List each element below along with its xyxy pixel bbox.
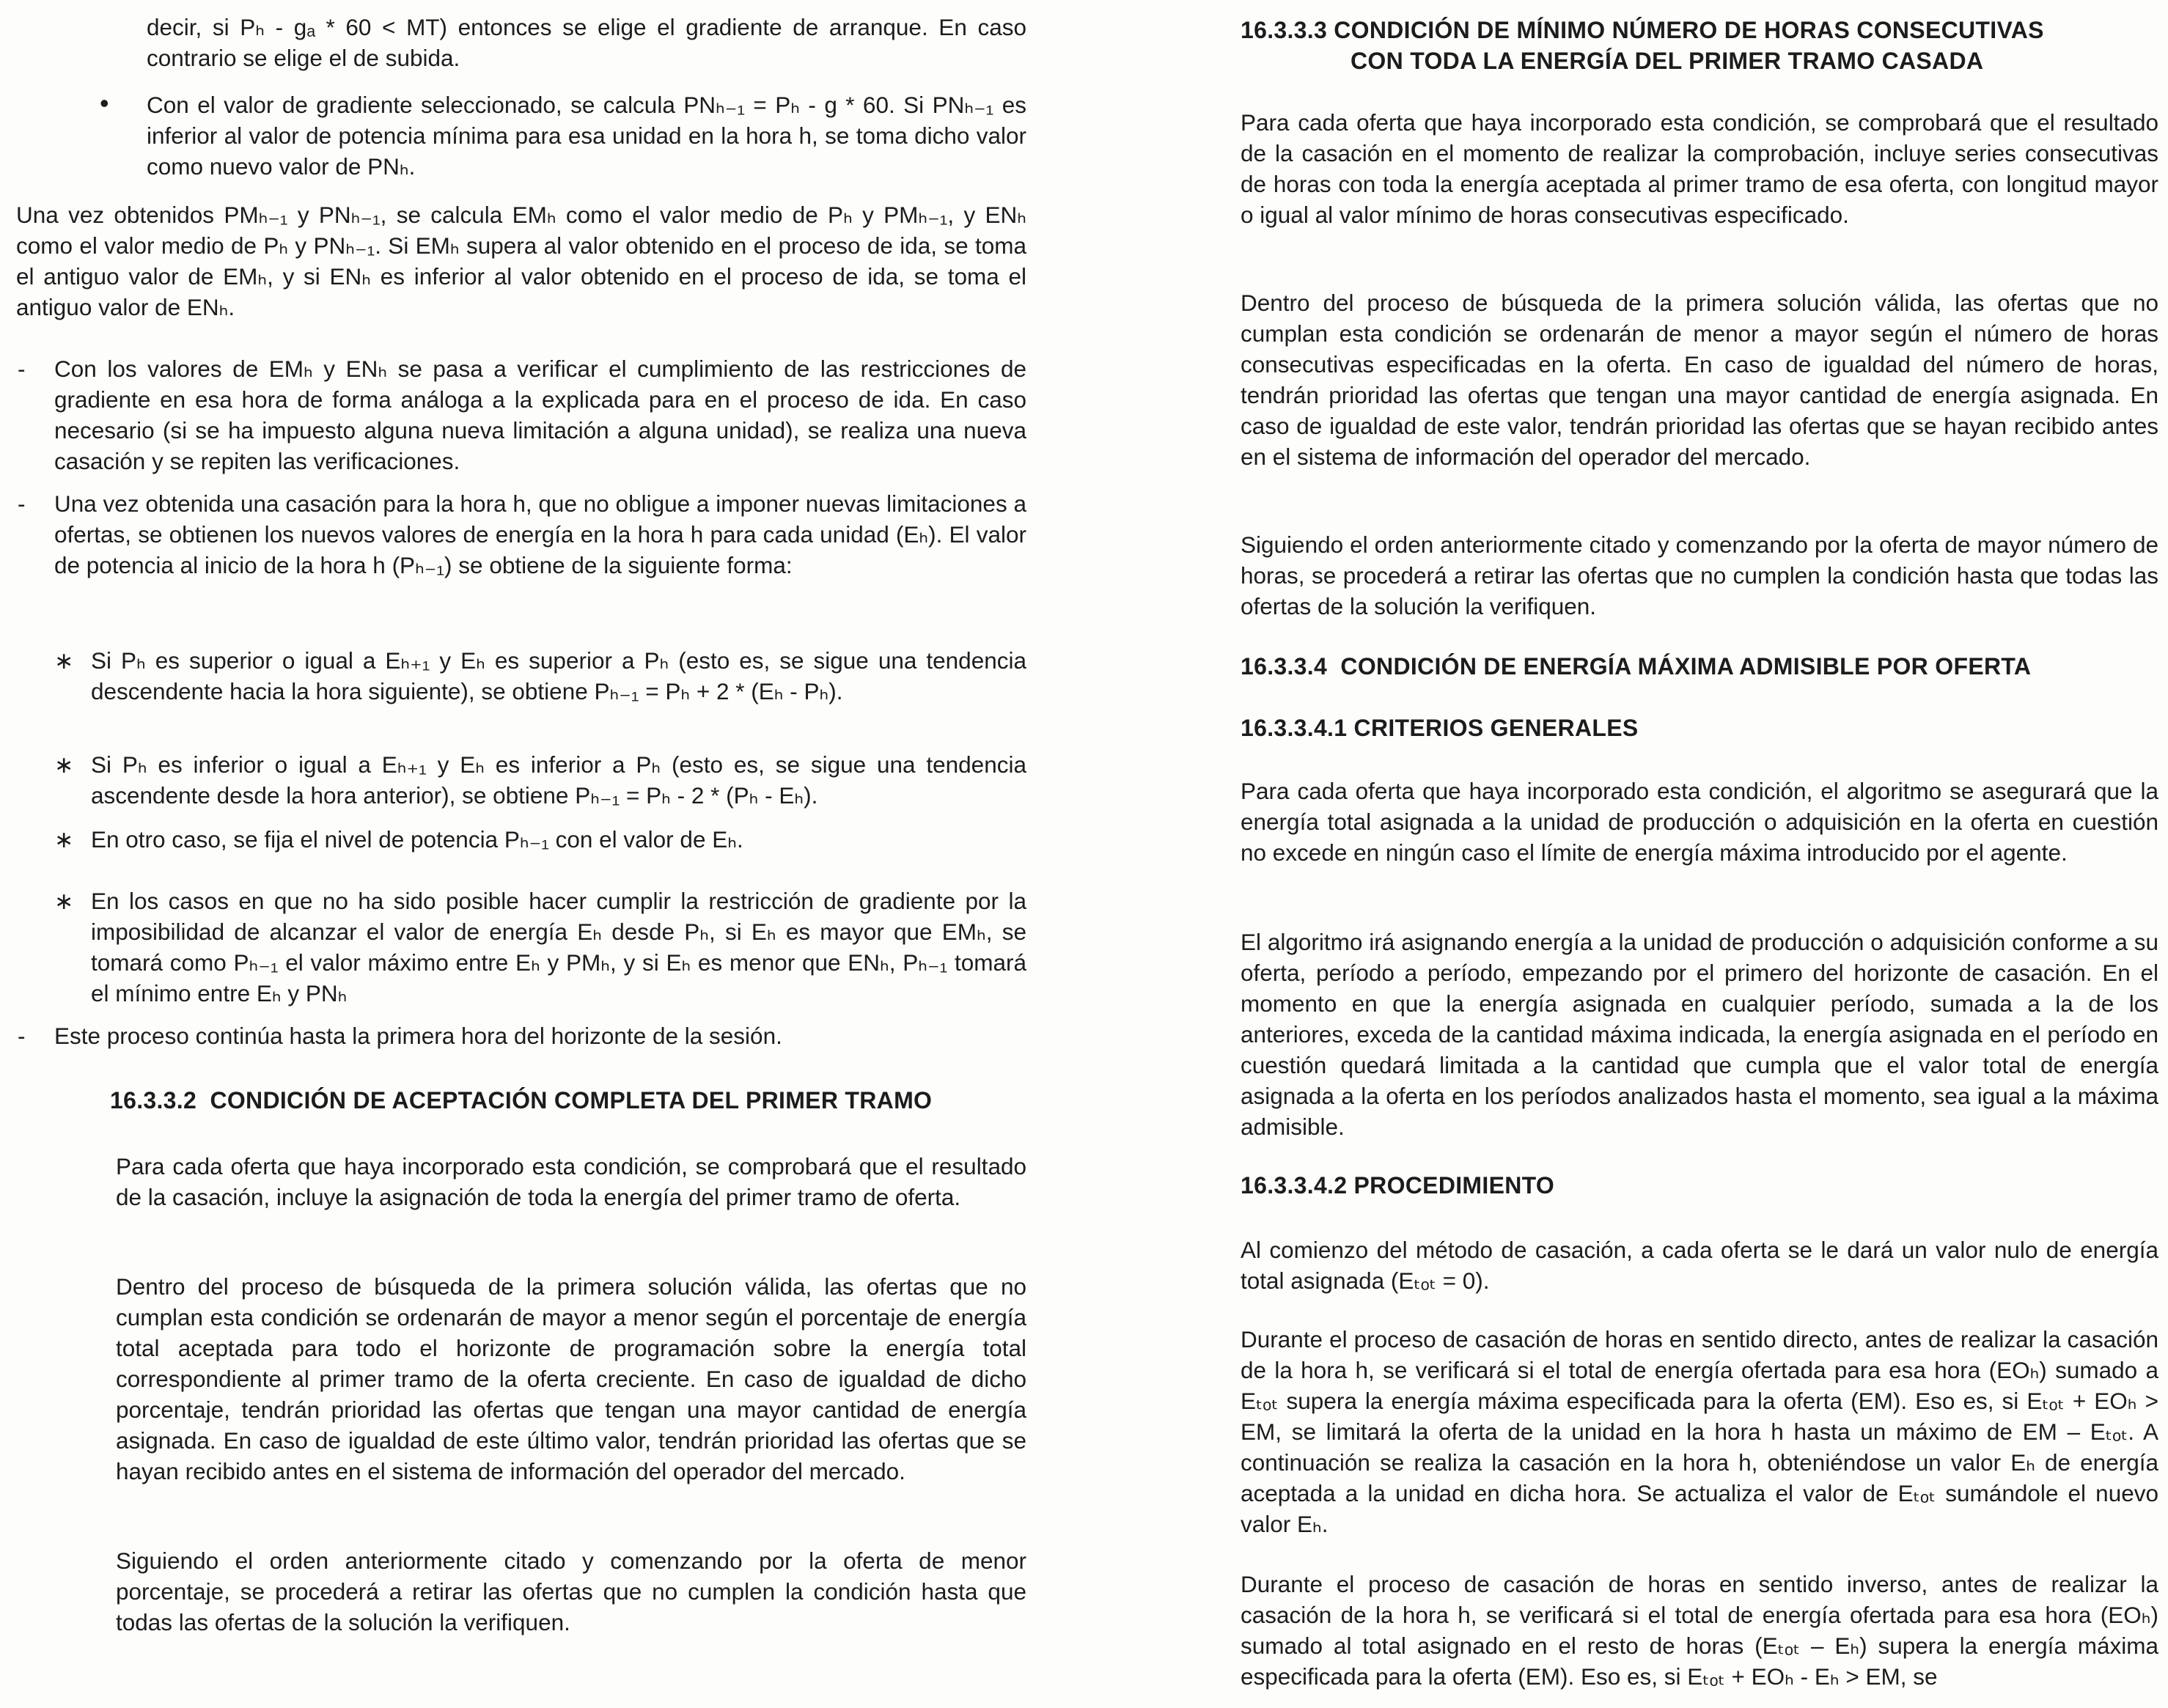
bullet-icon: • (100, 88, 109, 118)
dash-marker: - (18, 490, 26, 517)
star-marker: ∗ (54, 826, 74, 853)
paragraph-primer-tramo-3: Siguiendo el orden anteriormente citado y comenzando por la oferta de menor porcentaje, se procederá a retirar las ofertas que no cumplen la condición hasta que todas las ofertas de la solución la verifiquen. (116, 1547, 1026, 1635)
paragraph-horas-consecutivas-3: Siguiendo el orden anteriormente citado y comenzando por la oferta de mayor número de horas, se procederá a retirar las ofertas que no cumplen la condición hasta que todas las ofertas de la solución la verifiquen. (1241, 531, 2158, 619)
star-item-descendente: ∗ Si Pₕ es superior o igual a Eₕ₊₁ y Eₕ es superior a Pₕ (esto es, se sigue una tendencia descendente hacia la hora siguiente), se obtiene Pₕ₋₁ = Pₕ + 2 * (Eₕ - Pₕ). (54, 645, 1026, 707)
section-title-line-1: CONDICIÓN DE MÍNIMO NÚMERO DE HORAS CONSECUTIVAS (1334, 17, 2044, 43)
star-item-imposibilidad: ∗ En los casos en que no ha sido posible hacer cumplir la restricción de gradiente por la imposibilidad de alcanzar el valor de energía Eₕ desde Pₕ, si Eₕ es mayor que EMₕ, se tomará como Pₕ₋₁ el valor máximo entre Eₕ y PMₕ, y si Eₕ es menor que ENₕ, Pₕ₋₁ tomará el mínimo entre Eₕ y PNₕ (54, 886, 1026, 1009)
star-marker: ∗ (54, 888, 74, 914)
paragraph-em-en: Una vez obtenidos PMₕ₋₁ y PNₕ₋₁, se calcula EMₕ como el valor medio de Pₕ y PMₕ₋₁, y ENₕ como el valor medio de Pₕ y PNₕ₋₁. Si EMₕ supera al valor obtenido en el proceso de ida, se toma el antiguo valor de EMₕ, y si ENₕ es inferior al valor obtenido en el proceso de ida, se toma el antiguo valor de ENₕ. (16, 202, 1026, 320)
left-page (0, 0, 1041, 1708)
star-marker: ∗ (54, 751, 74, 778)
star-marker: ∗ (54, 647, 74, 674)
section-number: 16.3.3.3 (1241, 17, 1328, 43)
section-title: CONDICIÓN DE ACEPTACIÓN COMPLETA DEL PRIMER TRAMO (210, 1087, 933, 1113)
section-heading-16-3-3-3 (1241, 15, 2044, 76)
section-heading-16-3-3-4-2: 16.3.3.4.2 PROCEDIMIENTO (1241, 1172, 1555, 1199)
dash-item-continua: - Este proceso continúa hasta la primera hora del horizonte de la sesión. (0, 1020, 1026, 1051)
star-item-otro-caso: ∗ En otro caso, se fija el nivel de potencia Pₕ₋₁ con el valor de Eₕ. (54, 824, 1026, 855)
paragraph-horas-consecutivas-1: Para cada oferta que haya incorporado esta condición, se comprobará que el resultado de la casación en el momento de realizar la comprobación, incluye series consecutivas de horas con toda la energía aceptada al primer tramo de esa oferta, con longitud mayor o igual al valor mínimo de horas consecutivas especificado. (1241, 109, 2158, 228)
paragraph-gradient-choice: decir, si Pₕ - gₐ * 60 < MT) entonces se elige el gradiente de arranque. En caso contrario se elige el de subida. (147, 14, 1026, 71)
paragraph-procedimiento-3: Durante el proceso de casación de horas en sentido inverso, antes de realizar la casación de la hora h, se verificará si el total de energía ofertada para esa hora (EOₕ) sumado al total asignado en el resto de horas (Eₜₒₜ – Eₕ) supera la energía máxima especificada para la oferta (EM). Eso es, si Eₜₒₜ + EOₕ - Eₕ > EM, se (1241, 1571, 2158, 1690)
paragraph-primer-tramo-1: Para cada oferta que haya incorporado esta condición, se comprobará que el resultado de la casación, incluye la asignación de toda la energía del primer tramo de oferta. (116, 1153, 1026, 1210)
section-number: 16.3.3.2 (110, 1087, 197, 1113)
star-item-ascendente: ∗ Si Pₕ es inferior o igual a Eₕ₊₁ y Eₕ es inferior a Pₕ (esto es, se sigue una tendencia ascendente desde la hora anterior), se obtiene Pₕ₋₁ = Pₕ - 2 * (Pₕ - Eₕ). (54, 749, 1026, 811)
dash-marker: - (18, 356, 26, 382)
dash-marker: - (18, 1023, 26, 1049)
paragraph-procedimiento-2: Durante el proceso de casación de horas en sentido directo, antes de realizar la casación de la hora h, se verificará si el total de energía ofertada para esa hora (EOₕ) sumado a Eₜₒₜ supera la energía máxima especificada para la oferta (EM). Eso es, si Eₜₒₜ + EOₕ > EM, se limitará la oferta de la unidad en la hora h hasta un máximo de EM – Eₜₒₜ. A continuación se realiza la casación en la hora h, obteniéndose un valor Eₕ de energía aceptada a la unidad en dicha hora. Se actualiza el valor de Eₜₒₜ sumándole el nuevo valor Eₕ. (1241, 1326, 2158, 1537)
section-heading-16-3-3-4: 16.3.3.4 CONDICIÓN DE ENERGÍA MÁXIMA ADMISIBLE POR OFERTA (1241, 653, 2032, 680)
section-title-line-2: CON TODA LA ENERGÍA DEL PRIMER TRAMO CASADA (1351, 48, 1984, 74)
section-heading-16-3-3-4-1: 16.3.3.4.1 CRITERIOS GENERALES (1241, 715, 1639, 741)
paragraph-primer-tramo-2: Dentro del proceso de búsqueda de la primera solución válida, las ofertas que no cumplan esta condición se ordenarán de mayor a menor según el porcentaje de energía total aceptada para todo el horizonte de programación sobre la energía total correspondiente al primer tramo de la oferta creciente. En caso de igualdad de dicho porcentaje, tendrán prioridad las ofertas que tengan una mayor cantidad de energía asignada. En caso de igualdad de este último valor, tendrán prioridad las ofertas que se hayan recibido antes en el sistema de información del operador del mercado. (116, 1273, 1026, 1484)
paragraph-criterios-generales-2: El algoritmo irá asignando energía a la unidad de producción o adquisición conforme a su oferta, período a período, empezando por el primero del horizonte de casación. En el momento en que la energía asignada en cualquier período, sumada a la de los anteriores, exceda de la cantidad máxima indicada, la energía asignada en el período en cuestión quedará limitada a la cantidad que cumpla que el valor total de energía asignada a la oferta en los períodos analizados hasta el momento, sea igual a la máxima admisible. (1241, 929, 2158, 1140)
dash-item-casacion: - Una vez obtenida una casación para la hora h, que no obligue a imponer nuevas limitaciones a ofertas, se obtienen los nuevos valores de energía en la hora h para cada unidad (Eₕ). El valor de potencia al inicio de la hora h (Pₕ₋₁) se obtiene de la siguiente forma: (0, 488, 1026, 581)
paragraph-procedimiento-1: Al comienzo del método de casación, a cada oferta se le dará un valor nulo de energía total asignada (Eₜₒₜ = 0). (1241, 1237, 2158, 1294)
right-page (1241, 0, 2158, 1708)
paragraph-horas-consecutivas-2: Dentro del proceso de búsqueda de la primera solución válida, las ofertas que no cumplan esta condición se ordenarán de menor a mayor según el número de horas consecutivas especificadas en la oferta. En caso de igualdad del número de horas, tendrán prioridad las ofertas que tengan una mayor cantidad de energía asignada. En caso de igualdad de este valor, tendrán prioridad las ofertas que se hayan recibido antes en el sistema de información del operador del mercado. (1241, 290, 2158, 470)
section-heading-16-3-3-2 (110, 1085, 932, 1116)
paragraph-criterios-generales-1: Para cada oferta que haya incorporado esta condición, el algoritmo se asegurará que la energía total asignada a la unidad de producción o adquisición en la oferta en cuestión no excede en ningún caso el límite de energía máxima introducido por el agente. (1241, 778, 2158, 866)
bullet-item-gradient: • Con el valor de gradiente seleccionado, se calcula PNₕ₋₁ = Pₕ - g * 60. Si PNₕ₋₁ es inferior al valor de potencia mínima para esa unidad en la hora h, se toma dicho valor como nuevo valor de PNₕ. (100, 88, 1026, 180)
dash-item-verify: - Con los valores de EMₕ y ENₕ se pasa a verificar el cumplimiento de las restricciones de gradiente en esa hora de forma análoga a la explicada para en el proceso de ida. En caso necesario (si se ha impuesto alguna nueva limitación a alguna unidad), se realiza una nueva casación y se repiten las verificaciones. (0, 353, 1026, 476)
